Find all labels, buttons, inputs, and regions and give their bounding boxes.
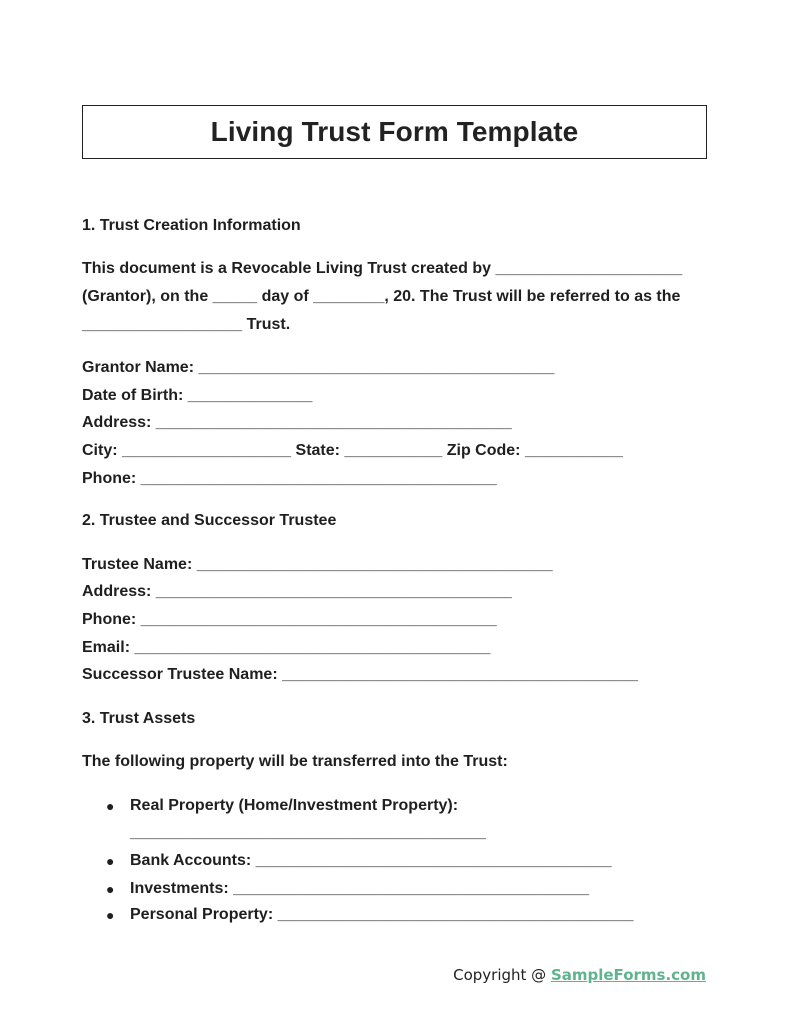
section-heading-trustee: 2. Trustee and Successor Trustee <box>82 512 337 529</box>
page-title: Living Trust Form Template <box>210 116 579 147</box>
trustee-address-field: Address: ________________________________________ <box>82 583 512 600</box>
bullet-icon: ● <box>106 853 115 869</box>
grantor-phone-field: Phone: ________________________________________ <box>82 470 497 487</box>
grantor-address-field: Address: ________________________________________ <box>82 414 512 431</box>
city-state-zip-field: City: ___________________ State: ___________ Zip Code: ___________ <box>82 442 623 459</box>
list-item-investments: Investments: ________________________________________ <box>130 880 590 897</box>
bullet-icon: ● <box>106 798 115 814</box>
list-item-real-property: Real Property (Home/Investment Property): <box>130 797 459 814</box>
paragraph-line: This document is a Revocable Living Trust created by _____________________ <box>82 260 683 277</box>
bullet-icon: ● <box>106 907 115 923</box>
assets-intro: The following property will be transferred into the Trust: <box>82 753 508 770</box>
title-box <box>82 105 707 159</box>
paragraph-line: (Grantor), on the _____ day of ________, 20. The Trust will be referred to as the <box>82 288 681 305</box>
date-of-birth-field: Date of Birth: ______________ <box>82 387 313 404</box>
brand-link[interactable]: SampleForms.com <box>550 966 706 984</box>
list-item-real-property-blank: ________________________________________ <box>130 824 486 841</box>
successor-trustee-name-field: Successor Trustee Name: ________________________________________ <box>82 666 639 683</box>
copyright-text: Copyright @ <box>453 966 551 984</box>
trustee-name-field: Trustee Name: ________________________________________ <box>82 556 553 573</box>
grantor-name-field: Grantor Name: ________________________________________ <box>82 359 555 376</box>
trustee-phone-field: Phone: ________________________________________ <box>82 611 497 628</box>
bullet-icon: ● <box>106 881 115 897</box>
trustee-email-field: Email: ________________________________________ <box>82 639 491 656</box>
section-heading-trust-assets: 3. Trust Assets <box>82 710 196 727</box>
copyright-footer <box>453 966 706 984</box>
paragraph-line: __________________ Trust. <box>82 316 291 333</box>
list-item-bank-accounts: Bank Accounts: ________________________________________ <box>130 852 612 869</box>
list-item-personal-property: Personal Property: ________________________________________ <box>130 906 634 923</box>
section-heading-trust-creation: 1. Trust Creation Information <box>82 217 301 234</box>
